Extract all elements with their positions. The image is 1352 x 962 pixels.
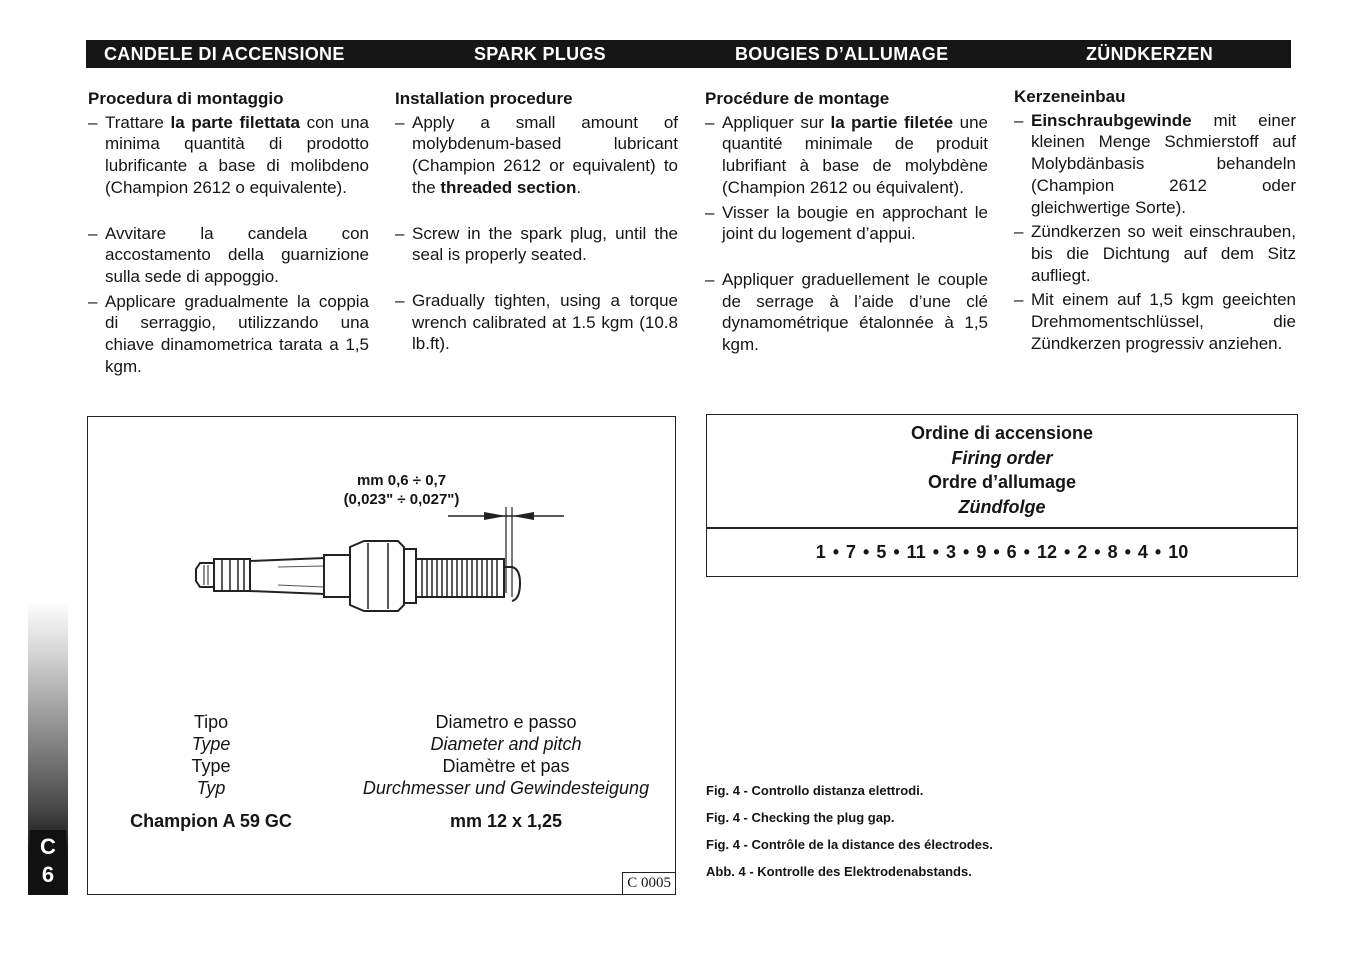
figure-captions bbox=[706, 782, 996, 890]
list-item: – Einschraubgewinde mit einer kleinen Menge Schmierstoff auf Molybdänbasis behandeln (Champion 2612 oder gleichwertige Sorte). bbox=[1014, 110, 1296, 219]
list-item: – Zündkerzen so weit einschrauben, bis die Dichtung auf dem Sitz aufliegt. bbox=[1014, 221, 1296, 286]
column-italian bbox=[88, 88, 369, 377]
electrode-gap-label: mm 0,6 ÷ 0,7 (0,023" ÷ 0,027") bbox=[343, 472, 460, 508]
column-title: Procedura di montaggio bbox=[88, 89, 284, 108]
header-german: ZÜNDKERZEN bbox=[1086, 44, 1213, 64]
section-header-bar bbox=[86, 40, 1291, 68]
spark-plug-figure-box bbox=[87, 416, 676, 895]
list-item: – Apply a small amount of molybdenum-based lubricant (Champion 2612 or equivalent) to the threaded section. bbox=[395, 112, 678, 199]
list-item: – Visser la bougie en approchant le joint du logement d’appui. bbox=[705, 202, 988, 245]
divider bbox=[707, 527, 1297, 529]
firing-sequence: 1 • 7 • 5 • 11 • 3 • 9 • 6 • 12 • 2 • 8 • 4 • 10 bbox=[815, 542, 1189, 562]
header-english: SPARK PLUGS bbox=[474, 44, 606, 64]
caption-french: Fig. 4 - Contrôle de la distance des électrodes. bbox=[706, 837, 993, 852]
section-badge: C 6 bbox=[30, 830, 66, 894]
list-item: – Gradually tighten, using a torque wrench calibrated at 1.5 kgm (10.8 lb.ft). bbox=[395, 290, 678, 355]
type-table: Tipo Type Type Typ Champion A 59 GC bbox=[116, 711, 306, 832]
pitch-table: Diametro e passo Diameter and pitch Diamètre et pas Durchmesser und Gewindesteigung mm 12 x 1,25 bbox=[346, 711, 666, 832]
list-item: – Applicare gradualmente la coppia di serraggio, utilizzando una chiave dinamometrica tarata a 1,5 kgm. bbox=[88, 291, 369, 378]
list-item: – Trattare la parte filettata con una minima quantità di prodotto lubrificante a base di molibdeno (Champion 2612 o equivalente). bbox=[88, 112, 369, 199]
column-title: Procédure de montage bbox=[705, 89, 890, 108]
thread-pitch-value: mm 12 x 1,25 bbox=[449, 811, 563, 831]
header-italian: CANDELE DI ACCENSIONE bbox=[104, 44, 345, 64]
plug-type-value: Champion A 59 GC bbox=[130, 811, 292, 831]
column-english bbox=[395, 88, 678, 355]
list-item: – Appliquer sur la partie filetée une quantité minimale de produit lubrifiant à base de molybdène (Champion 2612 ou équivalent). bbox=[705, 112, 988, 199]
firing-order-titles: Ordine di accensione Firing order Ordre d’allumage Zündfolge bbox=[910, 423, 1094, 517]
column-german bbox=[1014, 86, 1296, 354]
list-item: – Mit einem auf 1,5 kgm geeichten Drehmomentschlüssel, die Zündkerzen progressiv anziehen. bbox=[1014, 289, 1296, 354]
figure-reference-code: C 0005 bbox=[622, 872, 675, 894]
column-title: Installation procedure bbox=[395, 89, 573, 108]
column-french bbox=[705, 88, 988, 356]
column-title: Kerzeneinbau bbox=[1014, 87, 1126, 106]
header-french: BOUGIES D’ALLUMAGE bbox=[735, 44, 949, 64]
list-item: – Appliquer graduellement le couple de serrage à l’aide d’une clé dynamométrique étalonnée à 1,5 kgm. bbox=[705, 269, 988, 356]
firing-order-box bbox=[706, 414, 1298, 577]
caption-italian: Fig. 4 - Controllo distanza elettrodi. bbox=[706, 783, 924, 798]
caption-german: Abb. 4 - Kontrolle des Elektrodenabstands. bbox=[706, 864, 972, 879]
list-item: – Screw in the spark plug, until the seal is properly seated. bbox=[395, 223, 678, 266]
caption-english: Fig. 4 - Checking the plug gap. bbox=[706, 810, 895, 825]
list-item: – Avvitare la candela con accostamento della guarnizione sulla sede di appoggio. bbox=[88, 223, 369, 288]
